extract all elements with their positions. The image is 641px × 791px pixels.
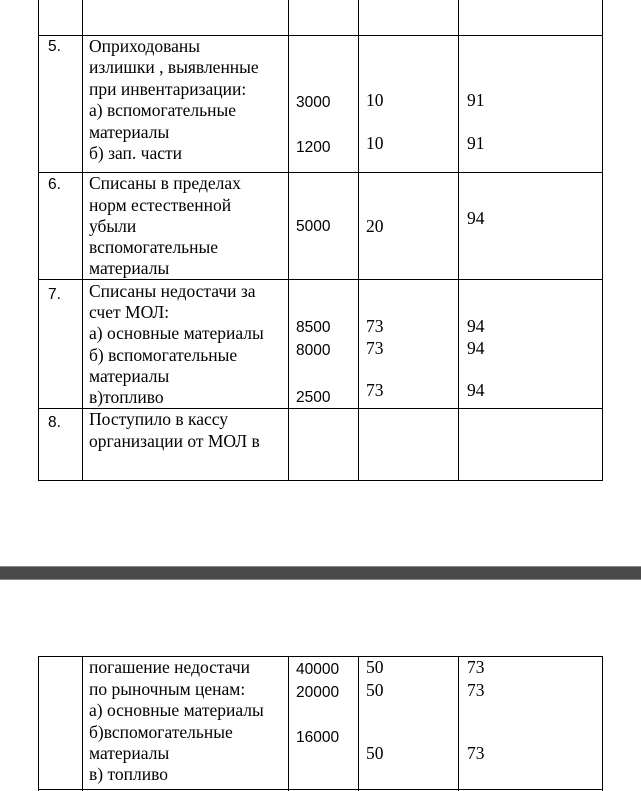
- credit-account: 91: [467, 133, 485, 153]
- credit-account: 94: [467, 208, 485, 228]
- description-line: при инвентаризации:: [89, 79, 247, 99]
- amount: 3000: [296, 94, 331, 111]
- table-border: [602, 656, 603, 791]
- table-border: [458, 656, 459, 791]
- description-line: излишки , выявленные: [89, 57, 259, 77]
- debit-account: 10: [366, 133, 384, 153]
- description-line: Списаны недостачи за: [89, 281, 256, 301]
- description-line: Поступило в кассу: [89, 409, 229, 429]
- description-line: вспомогательные: [89, 237, 219, 257]
- description-line: норм естественной: [89, 195, 232, 215]
- debit-account: 73: [366, 380, 384, 400]
- page-separator: [0, 566, 641, 580]
- description-line: материалы: [89, 743, 170, 763]
- row-number: 7.: [48, 286, 61, 303]
- description-line: в) топливо: [89, 764, 168, 784]
- description-line: счет МОЛ:: [89, 302, 170, 322]
- description-line: материалы: [89, 122, 170, 142]
- amount: 40000: [296, 661, 340, 678]
- amount: 1200: [296, 139, 331, 156]
- debit-account: 10: [366, 90, 384, 110]
- amount: 2500: [296, 389, 331, 406]
- description-line: а) основные материалы: [89, 323, 264, 343]
- debit-account: 50: [366, 680, 384, 700]
- credit-account: 73: [467, 680, 485, 700]
- credit-account: 73: [467, 657, 485, 677]
- description-line: б) вспомогательные: [89, 345, 238, 365]
- amount: 16000: [296, 729, 340, 746]
- credit-account: 73: [467, 743, 485, 763]
- description-line: а) вспомогательные: [89, 100, 237, 120]
- amount: 8000: [296, 342, 331, 359]
- description-line: убыли: [89, 216, 137, 236]
- row-number: 8.: [48, 414, 61, 431]
- document-page-2: [0, 580, 641, 791]
- description-line: по рыночным ценам:: [89, 679, 246, 699]
- table-border: [38, 656, 39, 791]
- credit-account: 94: [467, 338, 485, 358]
- credit-account: 91: [467, 90, 485, 110]
- table-border: [82, 656, 83, 791]
- credit-account: 94: [467, 380, 485, 400]
- description-line: в)топливо: [89, 387, 164, 407]
- amount: 8500: [296, 319, 331, 336]
- debit-account: 50: [366, 743, 384, 763]
- table-border: [358, 656, 359, 791]
- debit-account: 73: [366, 338, 384, 358]
- amount: 20000: [296, 684, 340, 701]
- description-line: Списаны в пределах: [89, 173, 241, 193]
- description-line: а) основные материалы: [89, 700, 264, 720]
- debit-account: 73: [366, 316, 384, 336]
- description-line: материалы: [89, 366, 170, 386]
- credit-account: 94: [467, 316, 485, 336]
- row-number: 6.: [48, 176, 61, 193]
- row-number: 5.: [48, 38, 61, 55]
- description-line: Оприходованы: [89, 36, 201, 56]
- table-border: [38, 480, 603, 481]
- description-line: материалы: [89, 258, 170, 278]
- description-line: б)вспомогательные: [89, 722, 233, 742]
- description-line: организации от МОЛ в: [89, 431, 260, 451]
- table-border: [38, 789, 603, 790]
- description-line: б) зап. части: [89, 143, 183, 163]
- amount: 5000: [296, 218, 331, 235]
- debit-account: 20: [366, 216, 384, 236]
- table-border: [38, 279, 603, 280]
- table-border: [288, 656, 289, 791]
- description-line: погашение недостачи: [89, 657, 251, 677]
- debit-account: 50: [366, 657, 384, 677]
